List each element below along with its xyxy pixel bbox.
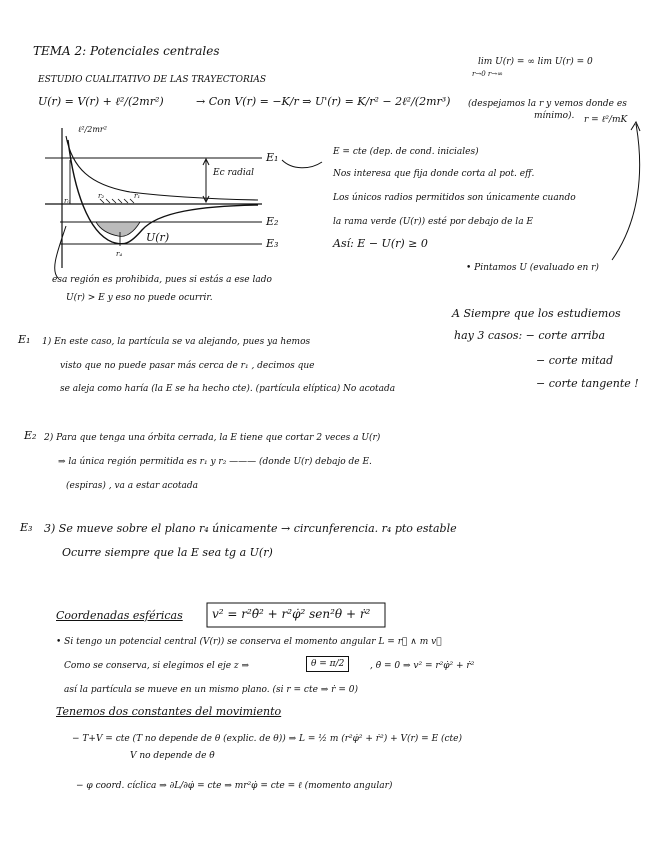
case1-line1: 1) En este caso, la partícula se va alejando, pues ya hemos [42,337,311,347]
shaded-region [96,222,140,236]
r0-label: r₀ [64,197,71,205]
cases-note-2: hay 3 casos: − corte arriba [454,329,606,342]
coords-bullet-1: • Si tengo un potencial central (V(r)) se conserva el momento angular L = r⃗ ∧ m v⃗ [56,637,442,647]
limits-sub: r→0 r→∞ [472,70,503,78]
rmin-formula: r = ℓ²/mK [584,115,628,125]
rmin-arrow-head [631,122,640,131]
case2-line1: 2) Para que tenga una órbita cerrada, la E tiene que cortar 2 veces a U(r) [44,433,381,443]
case3-line2: Ocurre siempre que la E sea tg a U(r) [62,546,273,559]
section-subtitle: ESTUDIO CUALITATIVO DE LAS TRAYECTORIAS [38,75,267,85]
note-energy-const: E = cte (dep. de cond. iniciales) [333,147,479,157]
effective-potential-eq: U(r) = V(r) + ℓ²/(2mr²) [38,95,164,108]
page-title: TEMA 2: Potenciales centrales [33,44,220,58]
case1-line3: se aleja como haría (la E se ha hecho cte). (partícula elíptica) No acotada [60,384,396,394]
constant-2: − φ coord. cíclica ⇒ ∂L/∂φ̇ = cte ⇒ mr²φ̇ = cte = ℓ (momento angular) [76,781,393,791]
centrifugal-label: ℓ²/2mr² [78,125,107,134]
rmin-arrow [612,124,640,260]
note-plot: • Pintamos U (evaluado en r) [466,263,599,273]
case2-label: E₂ [24,429,37,442]
coords-bullet-2a: Como se conserva, si elegimos el eje z ⇒ [64,661,250,671]
note-condition: Así: E − U(r) ≥ 0 [333,237,428,250]
cases-note-1: A Siempre que los estudiemos [452,307,621,320]
note-allowed-radii: Los únicos radios permitidos son únicamente cuando [333,193,576,203]
case1-label: E₁ [18,333,31,346]
case2-line3: (espiras) , va a estar acotada [66,481,199,491]
note-cut: Nos interesa que fija donde corta al pot. eff. [333,169,535,179]
forbidden-note-2: U(r) > E y eso no puede ocurrir. [66,293,213,303]
constants-title: Tenemos dos constantes del movimiento [56,705,282,718]
velocity-formula: v² = r²θ̇² + r²φ̇² sen²θ + ṙ² [212,607,371,621]
r1-label: r₁ [134,192,141,200]
case1-line2: visto que no puede pasar más cerca de r₁ , decimos que [60,361,315,371]
coords-bullet-3: así la partícula se mueve en un mismo plano. (si r = cte ⇒ ṙ = 0) [64,685,358,695]
forbidden-hatch [100,199,134,203]
coulomb-derivative-eq: → Con V(r) = −K/r ⇒ U'(r) = K/r² − 2ℓ²/(2mr³) [196,95,451,108]
e2-label: E₂ [266,215,279,228]
case2-line2: ⇒ la única región permitida es r₁ y r₂ ——— (donde U(r) debajo de E. [58,457,372,467]
minimum-note-2: mínimo). [534,111,575,121]
radial-energy-label: Ec radial [213,168,255,178]
forbidden-arrow [55,226,66,278]
forbidden-note-1: esa región es prohibida, pues si estás a ese lado [52,275,272,285]
coords-title: Coordenadas esféricas [56,609,183,622]
e3-label: E₃ [266,237,279,250]
limits-note: lim U(r) = ∞ lim U(r) = 0 [478,57,593,67]
r2-label: r₂ [98,192,105,200]
ur-label: U(r) [146,231,170,244]
coords-bullet-2b: , θ̇ = 0 ⇒ v² = r²φ̇² + ṙ² [370,661,475,671]
cases-note-4: − corte tangente ! [536,377,639,390]
case3-label: E₃ [20,521,33,534]
e1-label: E₁ [266,151,279,164]
cases-note-3: − corte mitad [536,354,614,367]
minimum-note: (despejamos la r y vemos donde es [468,99,627,109]
case3-line1: 3) Se mueve sobre el plano r₄ únicamente → circunferencia. r₄ pto estable [44,522,457,535]
theta-box: θ = π/2 [306,656,349,672]
e1-note-arrow [282,160,322,168]
r4-label: r₄ [116,250,123,258]
effective-potential-curve [68,140,258,244]
constant-1: − T+V = cte (T no depende de θ (explic. de θ)) ⇒ L = ½ m (r²φ̇² + ṙ²) + V(r) = E (cte) [72,734,463,744]
constant-1b: V no depende de θ̇ [130,751,215,761]
note-below-energy: la rama verde (U(r)) esté por debajo de la E [333,217,533,227]
